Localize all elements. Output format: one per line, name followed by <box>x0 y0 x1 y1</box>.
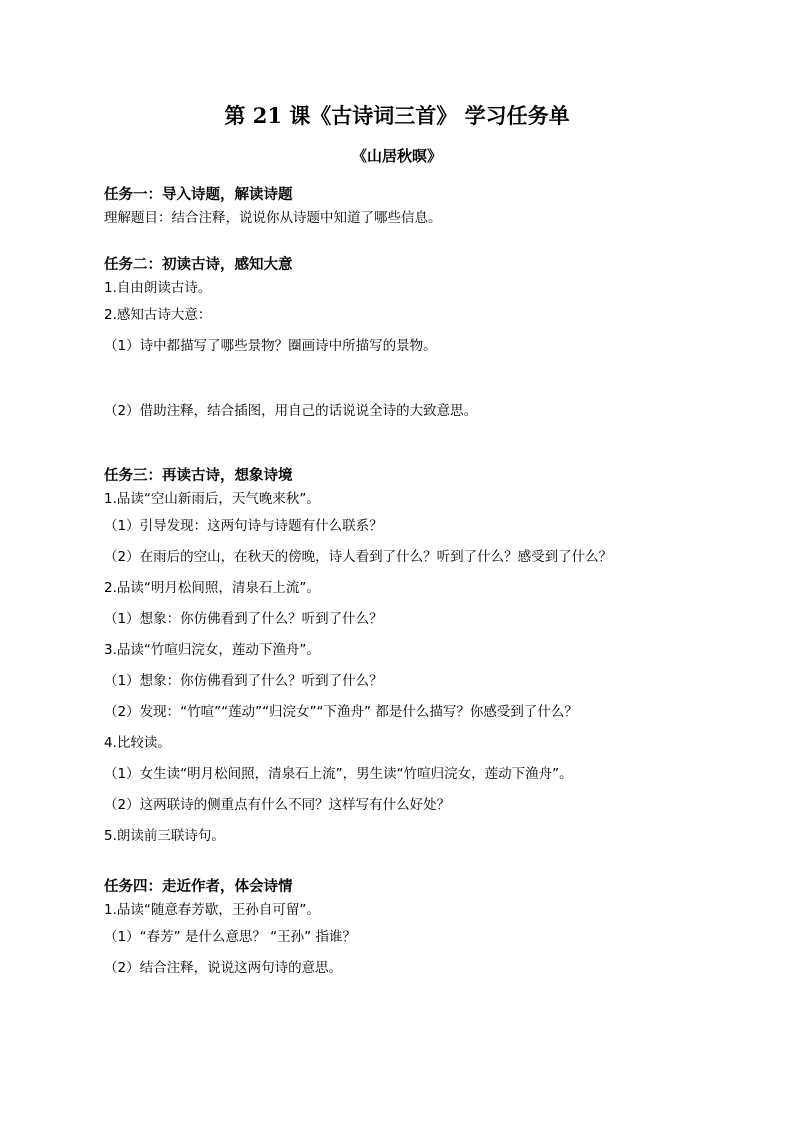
task-section-2 <box>104 254 744 427</box>
task-section-1 <box>104 184 744 230</box>
task-heading: 任务四：走近作者，体会诗情 <box>104 878 293 895</box>
task-line: （2）在雨后的空山，在秋天的傍晚，诗人看到了什么？听到了什么？感受到了什么？ <box>104 549 613 565</box>
task-line: 5.朗读前三联诗句。 <box>104 828 225 844</box>
task-heading: 任务三：再读古诗，想象诗境 <box>104 467 293 484</box>
task-list <box>104 184 744 984</box>
spacer <box>104 852 744 876</box>
task-line: 理解题目：结合注释，说说你从诗题中知道了哪些信息。 <box>104 210 442 226</box>
task-line: 1.品读“空山新雨后，天气晚来秋”。 <box>104 491 320 507</box>
task-section-3 <box>104 465 744 852</box>
task-line: 2.品读“明月松间照，清泉石上流”。 <box>104 580 320 596</box>
task-line: 1.品读“随意春芳歇，王孙自可留”。 <box>104 902 320 918</box>
answer-space <box>104 362 744 396</box>
task-line: （1）“春芳” 是什么意思？ “王孙” 指谁？ <box>104 929 356 945</box>
task-line: 2.感知古诗大意： <box>104 307 212 323</box>
task-line: （1）想象：你仿佛看到了什么？听到了什么？ <box>104 673 383 689</box>
task-line: （1）想象：你仿佛看到了什么？听到了什么？ <box>104 611 383 627</box>
page-title: 第 21 课《古诗词三首》 学习任务单 <box>224 103 570 128</box>
task-heading: 任务一：导入诗题，解读诗题 <box>104 186 293 203</box>
answer-space <box>104 427 744 465</box>
task-line: （2）发现：“竹喧”“莲动”“归浣女”“下渔舟” 都是什么描写？你感受到了什么？ <box>104 704 578 720</box>
task-line: （2）这两联诗的侧重点有什么不同？这样写有什么好处？ <box>104 797 451 813</box>
task-line: 4.比较读。 <box>104 735 171 751</box>
task-line: （1）引导发现：这两句诗与诗题有什么联系？ <box>104 518 383 534</box>
spacer <box>104 230 744 254</box>
task-section-4 <box>104 876 744 984</box>
task-heading: 任务二：初读古诗，感知大意 <box>104 256 293 273</box>
task-line: 3.品读“竹喧归浣女，莲动下渔舟”。 <box>104 642 320 658</box>
poem-title: 《山居秋暝》 <box>351 147 442 165</box>
task-line: （1）诗中都描写了哪些景物？圈画诗中所描写的景物。 <box>104 338 437 354</box>
task-line: （1）女生读“明月松间照，清泉石上流”，男生读“竹喧归浣女，莲动下渔舟”。 <box>104 766 573 782</box>
task-line: （2）结合注释，说说这两句诗的意思。 <box>104 960 343 976</box>
task-line: 1.自由朗读古诗。 <box>104 280 212 296</box>
task-line: （2）借助注释，结合插图，用自己的话说说全诗的大致意思。 <box>104 403 478 419</box>
